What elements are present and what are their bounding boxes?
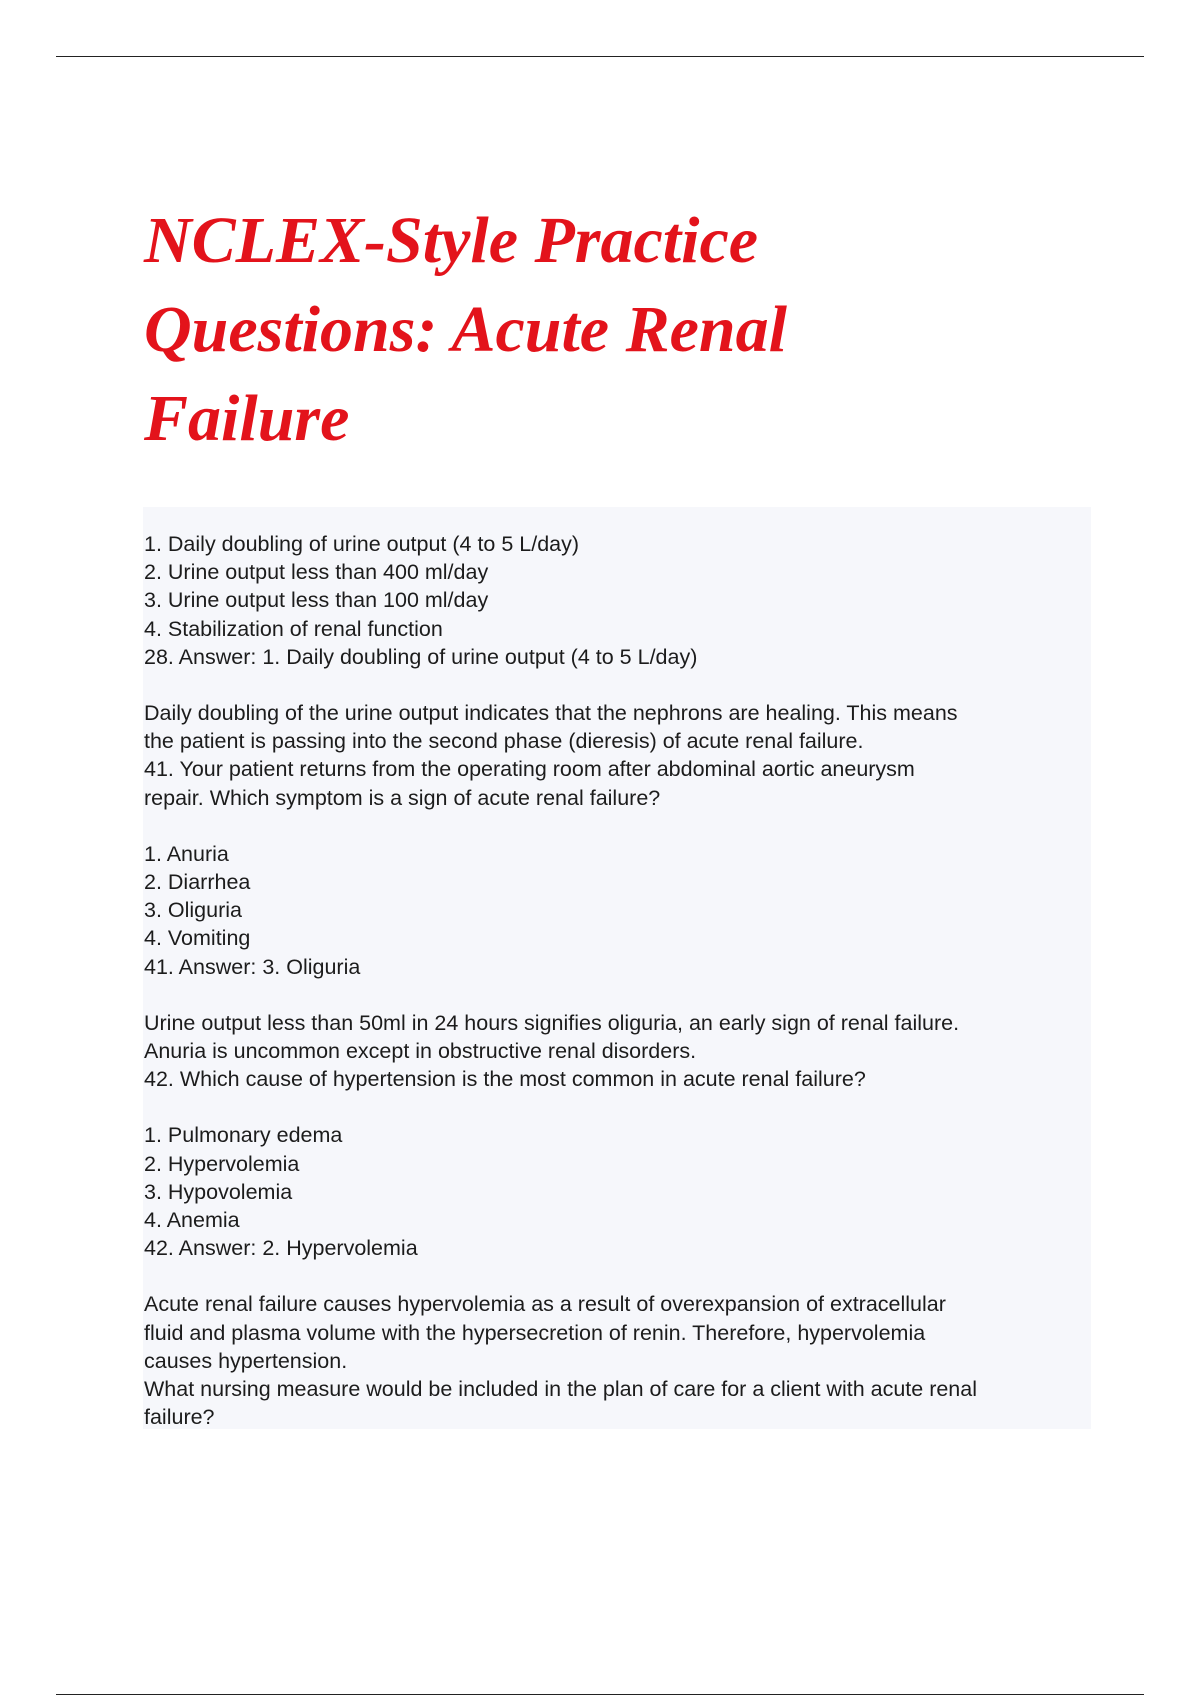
question-41-options: [144, 840, 1084, 981]
rationale-line: Acute renal failure causes hypervolemia as a result of overexpansion of extracellular: [144, 1292, 946, 1317]
option-line: 4. Anemia: [144, 1208, 240, 1233]
question-41-rationale: [144, 1009, 1084, 1094]
bottom-rule: [56, 1694, 1144, 1695]
question-line: repair. Which symptom is a sign of acute renal failure?: [144, 785, 661, 810]
question-28-options: [144, 530, 1084, 671]
option-line: 3. Oliguria: [144, 898, 242, 923]
question-42-options: [144, 1121, 1084, 1262]
question-line: 41. Your patient returns from the operating room after abdominal aortic aneurysm: [144, 757, 915, 782]
option-line: 4. Vomiting: [144, 926, 251, 951]
option-line: 1. Daily doubling of urine output (4 to 5 L/day): [144, 532, 580, 556]
question-28-rationale: [144, 699, 1084, 812]
option-line: 3. Hypovolemia: [144, 1179, 293, 1204]
question-42-rationale: [144, 1290, 1084, 1431]
rationale-line: causes hypertension.: [144, 1348, 348, 1373]
page-title: NCLEX-Style Practice Questions: Acute Renal Failure: [144, 204, 787, 455]
rationale-line: Daily doubling of the urine output indicates that the nephrons are healing. This means: [144, 701, 958, 726]
top-rule: [56, 56, 1144, 57]
option-line: 1. Pulmonary edema: [144, 1123, 343, 1148]
rationale-line: the patient is passing into the second phase (dieresis) of acute renal failure.: [144, 729, 864, 754]
question-line: 42. Which cause of hypertension is the most common in acute renal failure?: [144, 1067, 866, 1092]
option-line: 2. Hypervolemia: [144, 1151, 300, 1176]
option-line: 2. Diarrhea: [144, 870, 251, 895]
option-line: 1. Anuria: [144, 841, 229, 866]
content-body: [144, 530, 1084, 1431]
answer-line: 41. Answer: 3. Oliguria: [144, 954, 361, 979]
option-line: 3. Urine output less than 100 ml/day: [144, 588, 489, 613]
rationale-line: fluid and plasma volume with the hypersecretion of renin. Therefore, hypervolemia: [144, 1320, 926, 1345]
answer-line: 42. Answer: 2. Hypervolemia: [144, 1236, 418, 1261]
answer-line: 28. Answer: 1. Daily doubling of urine output (4 to 5 L/day): [144, 644, 698, 669]
option-line: 2. Urine output less than 400 ml/day: [144, 560, 489, 585]
question-line: failure?: [144, 1405, 215, 1430]
option-line: 4. Stabilization of renal function: [144, 616, 443, 641]
rationale-line: Anuria is uncommon except in obstructive renal disorders.: [144, 1039, 697, 1064]
rationale-line: Urine output less than 50ml in 24 hours signifies oliguria, an early sign of renal failure.: [144, 1010, 960, 1035]
question-line: What nursing measure would be included in the plan of care for a client with acute renal: [144, 1377, 977, 1402]
